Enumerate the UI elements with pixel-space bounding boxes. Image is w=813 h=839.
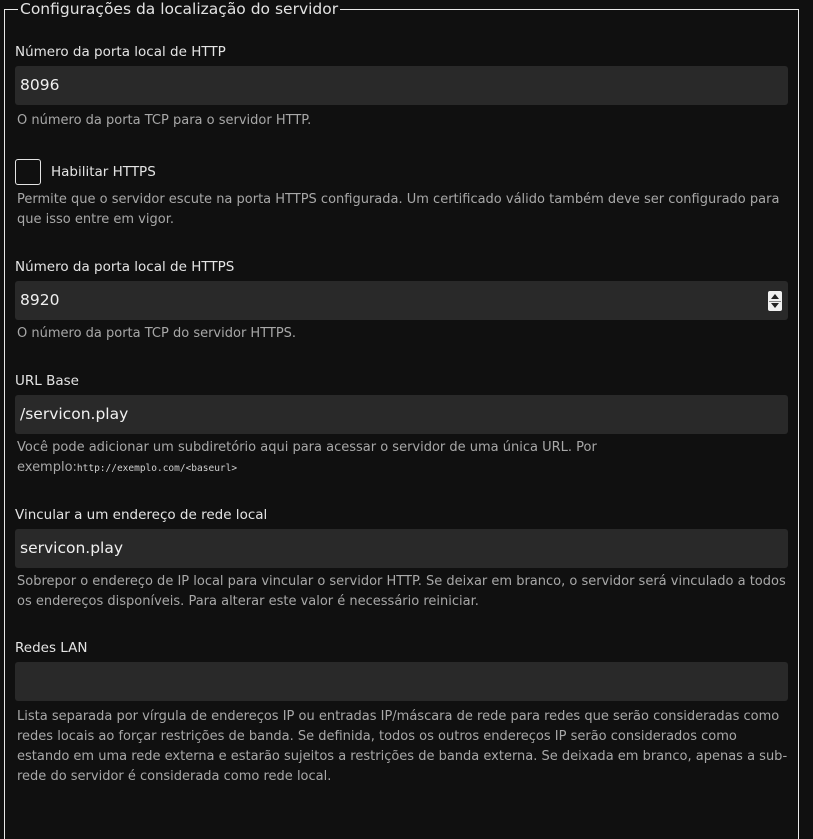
stepper-down-icon[interactable] — [771, 303, 779, 308]
base-url-example: http://exemplo.com/<baseurl> — [76, 463, 238, 474]
enable-https-help: Permite que o servidor escute na porta HTTPS configurada. Um certificado válido também deve ser configurado para que isso entre em vigor. — [17, 192, 780, 227]
http-port-help: O número da porta TCP para o servidor HTTP. — [17, 113, 312, 128]
https-port-field — [15, 281, 788, 320]
stepper-up-icon[interactable] — [771, 294, 779, 299]
https-port-input[interactable] — [15, 281, 788, 320]
base-url-help-text: Você pode adicionar um subdiretório aqui para acessar o servidor de uma única URL. Por exemplo: — [17, 440, 597, 475]
https-port-label: Número da porta local de HTTPS — [15, 259, 235, 275]
lan-networks-input[interactable] — [15, 662, 788, 701]
base-url-help — [17, 438, 789, 479]
section-title: Configurações da localização do servidor — [20, 0, 339, 18]
bind-address-input[interactable] — [15, 529, 788, 568]
https-port-stepper[interactable] — [768, 291, 782, 311]
https-port-help: O número da porta TCP do servidor HTTPS. — [17, 326, 297, 341]
lan-networks-label: Redes LAN — [15, 640, 88, 656]
lan-networks-help: Lista separada por vírgula de endereços IP ou entradas IP/máscara de rede para redes que serão consideradas como redes locais ao forçar restrições de banda. Se definida, todos os outros endereços IP serão considerados como estando em uma rede externa e estarão sujeitos a restrições de banda externa. Se deixada em branco, apenas a sub-rede do servidor é considerada como rede local. — [17, 709, 788, 784]
enable-https-label[interactable]: Habilitar HTTPS — [51, 164, 156, 180]
http-port-label: Número da porta local de HTTP — [15, 44, 226, 60]
bind-address-help: Sobrepor o endereço de IP local para vincular o servidor HTTP. Se deixar em branco, o servidor será vinculado a todos os endereços disponíveis. Para alterar este valor é necessário reiniciar. — [17, 574, 786, 609]
http-port-input[interactable] — [15, 66, 788, 105]
stepper-divider — [769, 301, 781, 302]
enable-https-checkbox[interactable] — [15, 159, 41, 185]
bind-address-label: Vincular a um endereço de rede local — [15, 507, 268, 523]
base-url-input[interactable] — [15, 395, 788, 434]
base-url-label: URL Base — [15, 373, 79, 389]
